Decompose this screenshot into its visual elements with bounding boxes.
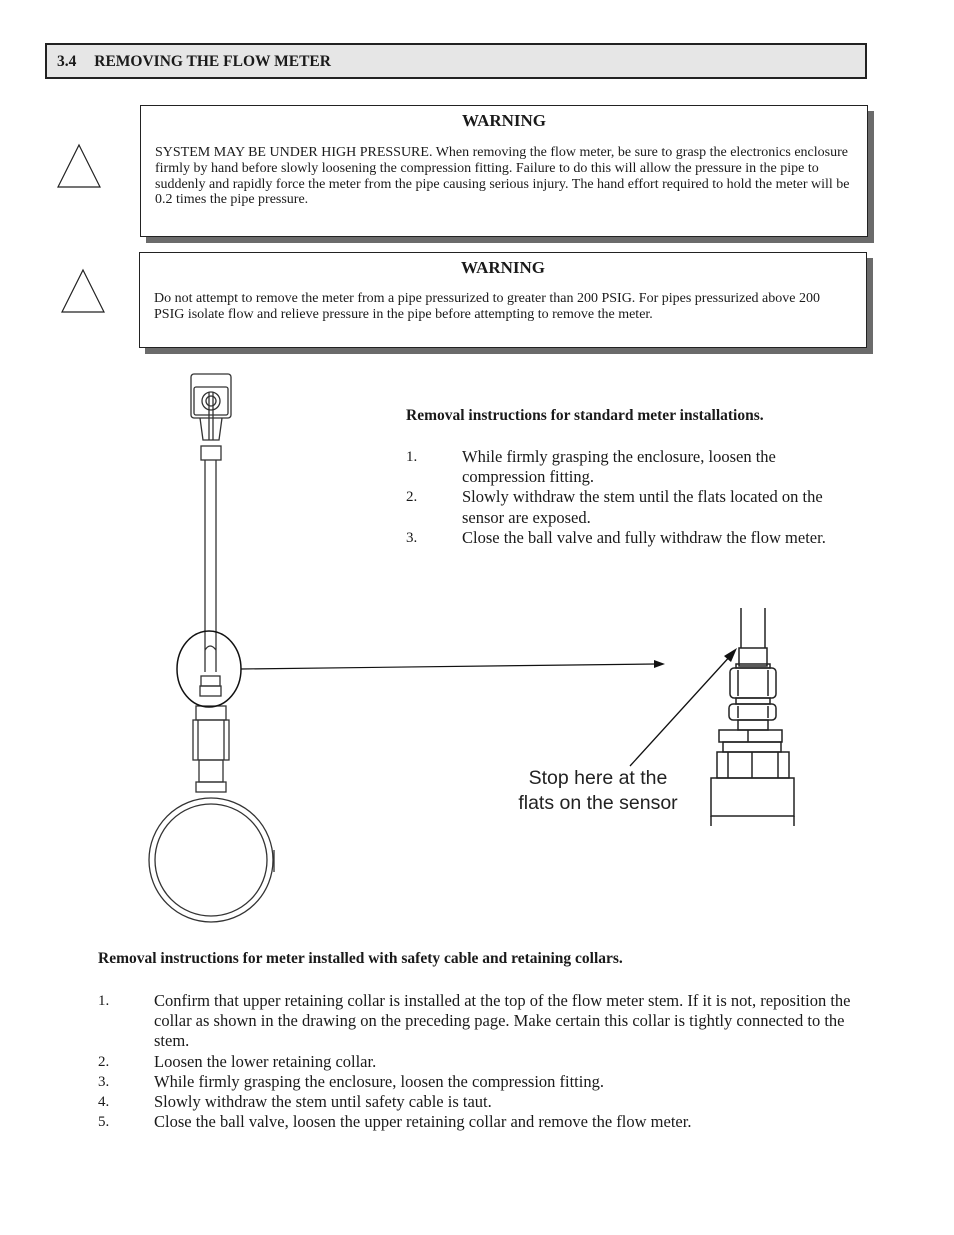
step-number: 5. xyxy=(98,1114,110,1131)
warning-title: WARNING xyxy=(460,258,546,277)
detail-arrow xyxy=(241,664,655,669)
warning-title: WARNING xyxy=(461,111,547,130)
section-title: REMOVING THE FLOW METER xyxy=(94,53,331,70)
step-number: 4. xyxy=(98,1094,110,1111)
step-number: 2. xyxy=(406,489,418,506)
step-number: 3. xyxy=(406,529,418,546)
step-text: Slowly withdraw the stem until safety cable is taut. xyxy=(154,1092,492,1112)
callout-line-1: Stop here at the xyxy=(528,767,668,789)
step-text: While firmly grasping the enclosure, loosen the compression fitting. xyxy=(154,1071,604,1091)
step-number: 2. xyxy=(98,1053,110,1070)
sensor-detail-view xyxy=(711,608,794,826)
list-item xyxy=(98,1052,858,1072)
pipe xyxy=(149,798,273,922)
step-text: Confirm that upper retaining collar is installed at the top of the flow meter stem. If it is not, reposition the collar as shown in the drawing on the preceding page. Make certain this collar is tightly connected to the stem. xyxy=(154,991,851,1051)
step-text: While firmly grasping the enclosure, loosen the compression fitting. xyxy=(462,447,776,487)
step-text: Close the ball valve, loosen the upper retaining collar and remove the flow meter. xyxy=(154,1112,692,1132)
list-item xyxy=(98,1112,858,1132)
list-item xyxy=(98,991,858,1052)
safety-instructions-list xyxy=(98,991,858,1132)
section-number: 3.4 xyxy=(57,53,77,70)
step-text: Close the ball valve and fully withdraw the flow meter. xyxy=(462,527,826,547)
list-item xyxy=(98,1092,858,1112)
standard-instructions-title: Removal instructions for standard meter installations. xyxy=(406,407,764,424)
list-item xyxy=(406,528,826,548)
callout-leader-line xyxy=(630,654,732,766)
step-number: 1. xyxy=(406,449,418,465)
warning-text: Do not attempt to remove the meter from a pipe pressurized to greater than 200 PSIG. For pipes pressurized above 200 PSIG isolate flow and relieve pressure in the pipe before attempting to remove the meter. xyxy=(154,291,820,322)
list-item xyxy=(406,487,826,527)
step-number: 1. xyxy=(98,993,110,1009)
callout-text xyxy=(496,766,700,816)
step-text: Loosen the lower retaining collar. xyxy=(154,1051,377,1071)
list-item xyxy=(406,447,826,487)
safety-instructions-title: Removal instructions for meter installed with safety cable and retaining collars. xyxy=(98,950,623,967)
standard-instructions-list xyxy=(406,447,826,548)
step-text: Slowly withdraw the stem until the flats located on the sensor are exposed. xyxy=(462,487,823,527)
callout-line-2: flats on the sensor xyxy=(518,792,678,814)
warning-text: SYSTEM MAY BE UNDER HIGH PRESSURE. When removing the flow meter, be sure to grasp the electronics enclosure firmly by hand before slowly loosening the compression fitting. Failure to do this will allow the pressure in the pipe to suddenly and rapidly force the meter from the pipe causing serious injury. The hand effort required to hold the meter will be 0.2 times the pipe pressure. xyxy=(155,145,850,208)
step-number: 3. xyxy=(98,1073,110,1090)
list-item xyxy=(98,1072,858,1092)
